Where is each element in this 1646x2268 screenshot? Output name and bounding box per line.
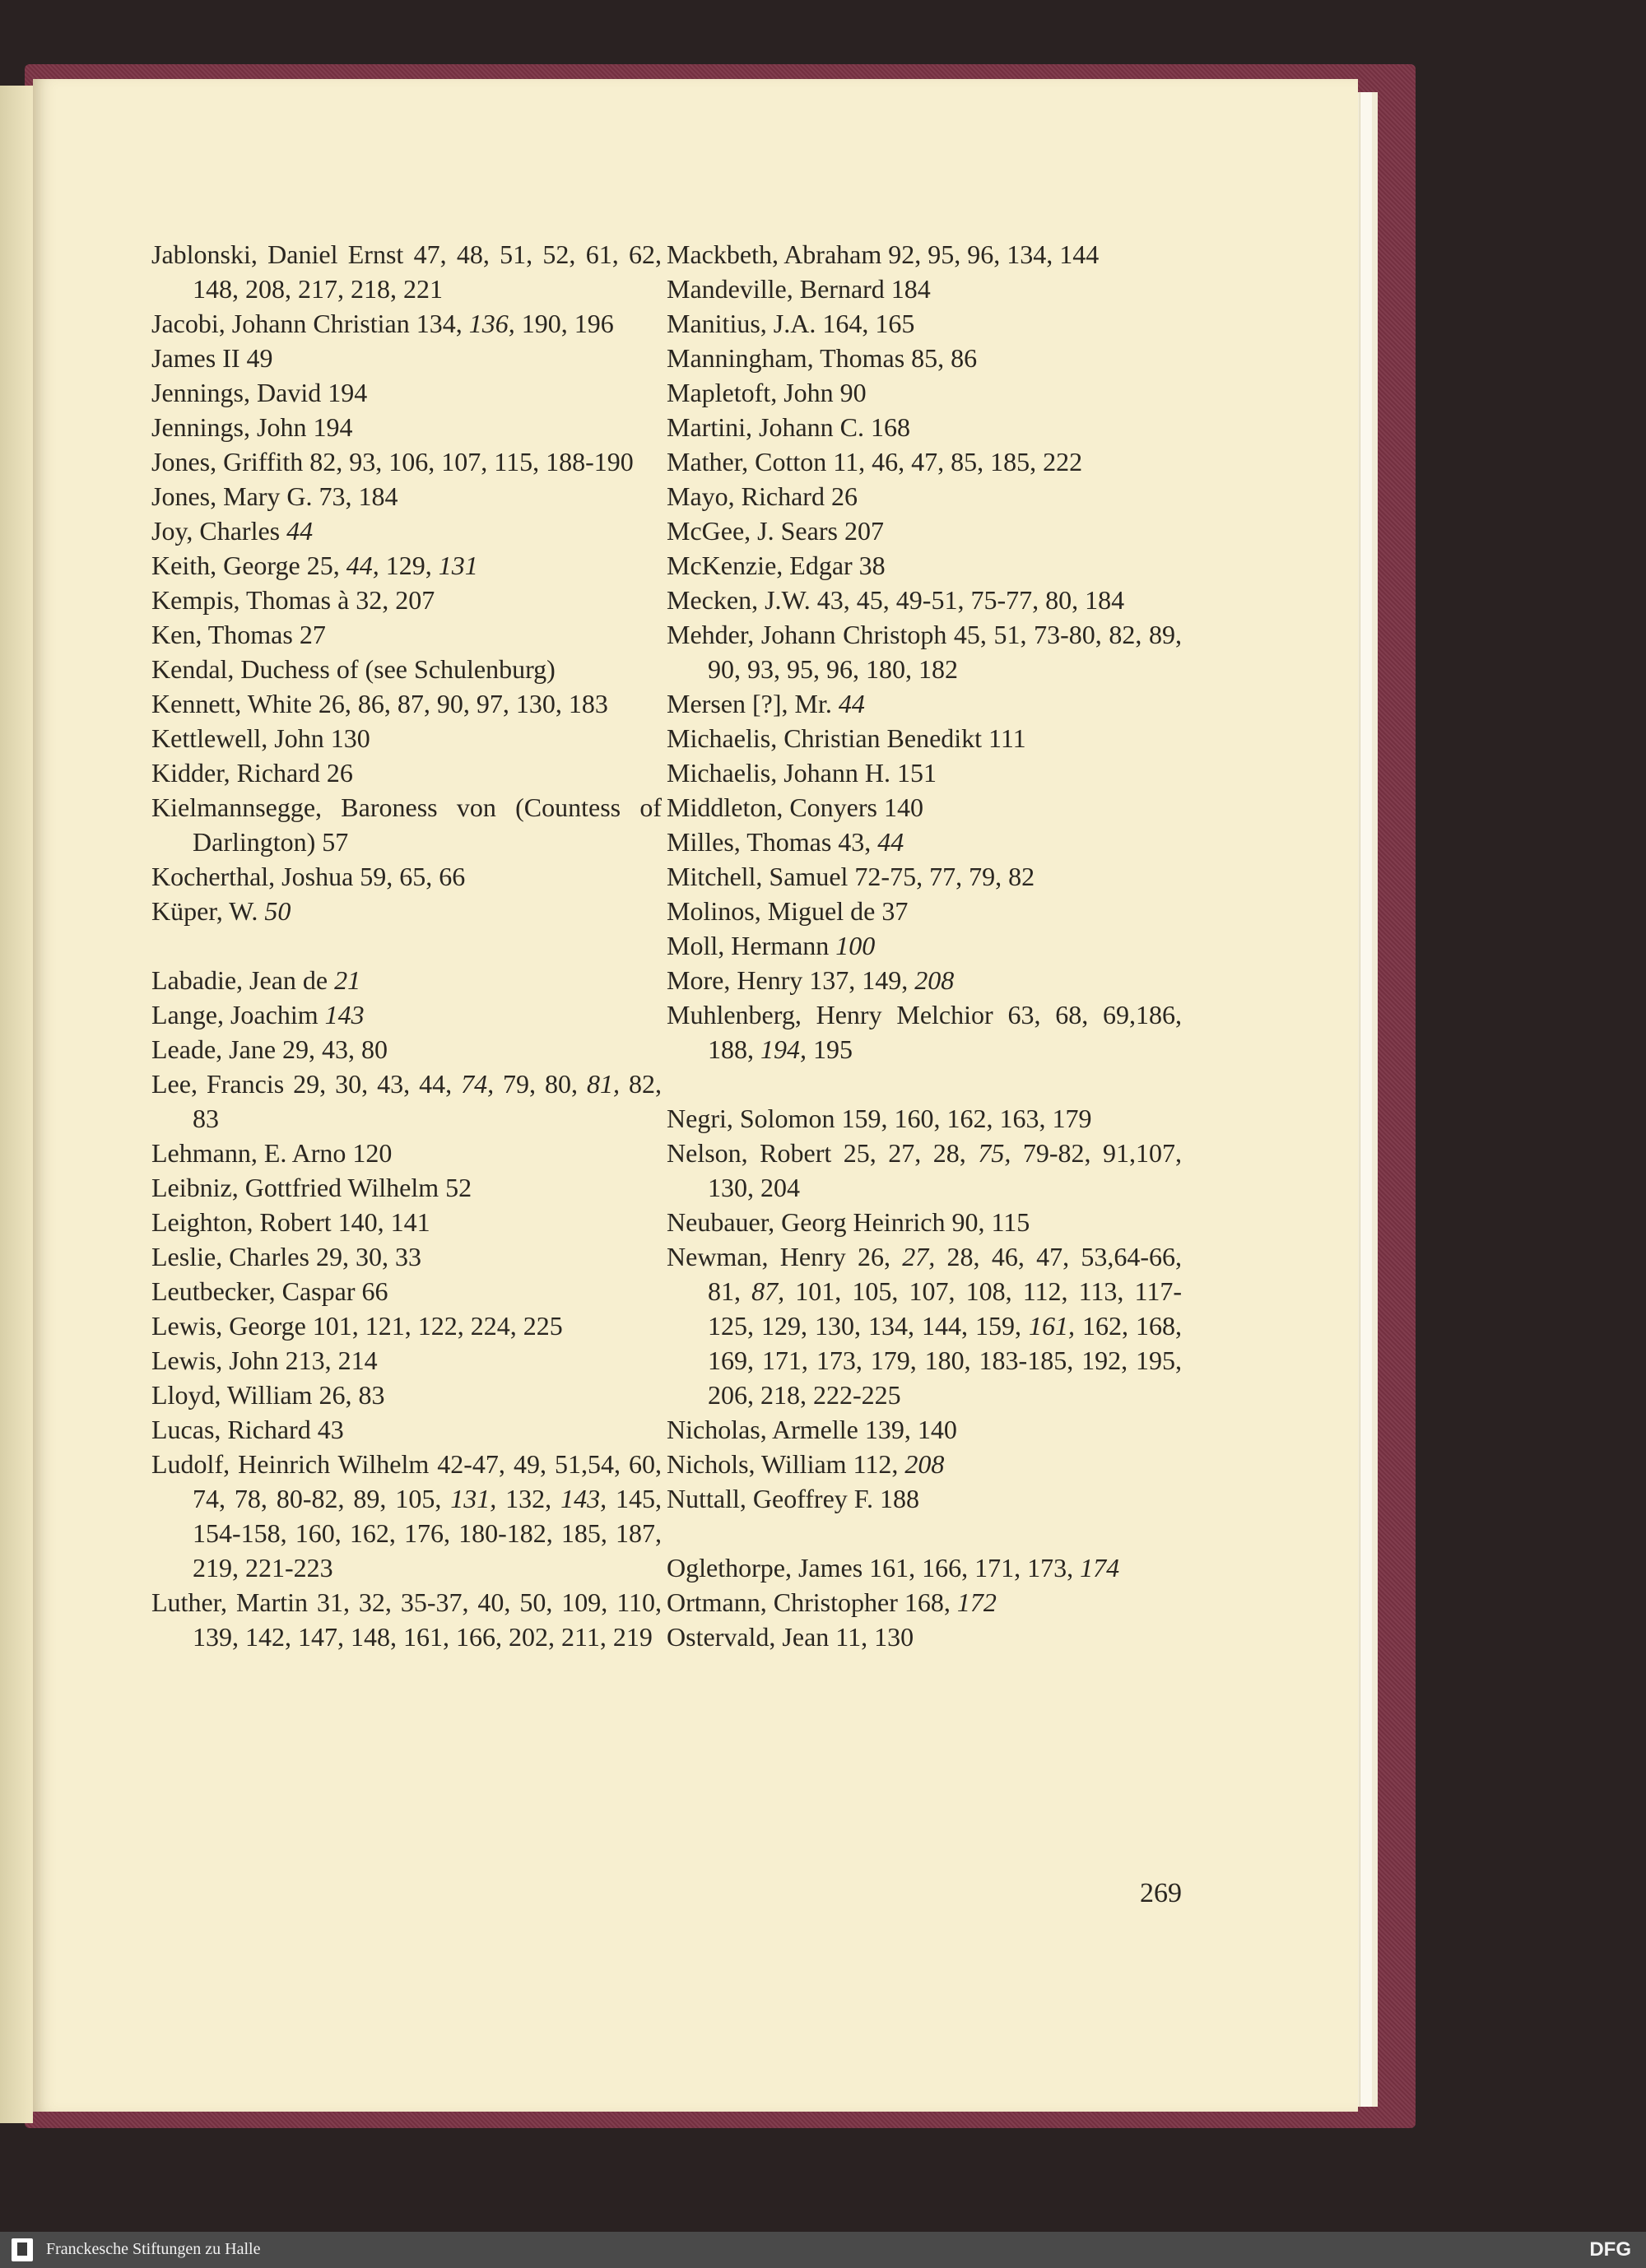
index-entry-text: Michaelis, Johann H. 151 [667, 758, 937, 788]
index-entry-text: 101, 105, 107, 108, 112, 113, 117-125, 129, 130, 134, 144, 159, [708, 1276, 1183, 1341]
index-entry-text: Mehder, Johann Christoph 45, 51, 73-80, 82, 89, 90, 93, 95, 96, 180, 182 [667, 620, 1182, 684]
index-entry [667, 997, 1182, 1067]
index-entry-italic-ref: 21 [334, 965, 361, 995]
index-entry [151, 514, 662, 548]
index-entry-italic-ref: 131 [438, 551, 478, 580]
index-entry-text: Mersen [?], Mr. [667, 689, 839, 718]
index-entry-text: Michaelis, Christian Benedikt 111 [667, 723, 1026, 753]
index-entry-text: Nicholas, Armelle 139, 140 [667, 1415, 957, 1444]
index-entry [667, 617, 1182, 686]
index-entry [151, 894, 662, 928]
index-entry-text: Oglethorpe, James 161, 166, 171, 173, [667, 1553, 1081, 1582]
index-entry-text: Lewis, John 213, 214 [151, 1345, 378, 1375]
index-entry-text: Leighton, Robert 140, 141 [151, 1207, 430, 1237]
index-entry-italic-ref: 44 [286, 516, 314, 546]
index-entry-text: Kempis, Thomas à 32, 207 [151, 585, 435, 615]
index-entry-text: Lloyd, William 26, 83 [151, 1380, 385, 1410]
index-entry-italic-ref: 87, [751, 1276, 785, 1306]
index-entry-italic-ref: 174 [1080, 1553, 1120, 1582]
index-entry [667, 237, 1182, 272]
index-entry-text: Manningham, Thomas 85, 86 [667, 343, 978, 373]
index-entry [151, 548, 662, 583]
index-entry [667, 963, 1182, 997]
index-entry [667, 548, 1182, 583]
index-entry [667, 894, 1182, 928]
index-entry [667, 1481, 1182, 1516]
index-entry [151, 1274, 662, 1308]
index-entry-text: Leutbecker, Caspar 66 [151, 1276, 388, 1306]
index-entry [667, 479, 1182, 514]
index-entry [151, 479, 662, 514]
index-entry-italic-ref: 44, [346, 551, 379, 580]
index-entry [667, 686, 1182, 721]
index-entry-text: Manitius, J.A. 164, 165 [667, 309, 915, 338]
index-entry [151, 1205, 662, 1239]
index-entry [667, 790, 1182, 825]
index-entry-text: Leade, Jane 29, 43, 80 [151, 1034, 388, 1064]
letter-group-gap [667, 1067, 1182, 1101]
index-entry-text: McKenzie, Edgar 38 [667, 551, 886, 580]
index-entry-text: Nelson, Robert 25, 27, 28, [667, 1138, 979, 1168]
index-entry [667, 306, 1182, 341]
index-entry [151, 1170, 662, 1205]
index-entry-italic-ref: 143 [324, 1000, 365, 1029]
index-entry-italic-ref: 100 [835, 931, 876, 960]
index-entry-text: Ken, Thomas 27 [151, 620, 326, 649]
index-entry-text: 79, 80, [494, 1069, 588, 1099]
index-entry-text: Mackbeth, Abraham 92, 95, 96, 134, 144 [667, 239, 1100, 269]
institution-name: Franckesche Stiftungen zu Halle [46, 2240, 261, 2258]
viewer-footer [0, 2232, 1646, 2268]
index-entry-text: Kettlewell, John 130 [151, 723, 370, 753]
index-entry-text: Jones, Griffith 82, 93, 106, 107, 115, 188-190 [151, 447, 634, 476]
index-entry-text: Molinos, Miguel de 37 [667, 896, 909, 926]
index-entry-text: Keith, George 25, [151, 551, 346, 580]
index-entry-text: Kennett, White 26, 86, 87, 90, 97, 130, 183 [151, 689, 608, 718]
index-entry-text: Nichols, William 112, [667, 1449, 905, 1479]
page-stack-edge-inner [1360, 92, 1372, 2107]
index-entry [667, 1412, 1182, 1447]
index-entry-italic-ref: 27, [902, 1242, 936, 1271]
index-entry [151, 1136, 662, 1170]
index-entry-text: Moll, Hermann [667, 931, 836, 960]
index-entry-text: Nuttall, Geoffrey F. 188 [667, 1484, 920, 1513]
index-entry-text: Mecken, J.W. 43, 45, 49-51, 75-77, 80, 184 [667, 585, 1125, 615]
index-entry [667, 341, 1182, 375]
index-entry-text: 79-82, 91,107, 130, 204 [708, 1138, 1183, 1202]
index-entry [667, 1239, 1182, 1412]
index-entry-text: Labadie, Jean de [151, 965, 335, 995]
index-entry [151, 1239, 662, 1274]
index-entry-text: Kocherthal, Joshua 59, 65, 66 [151, 862, 466, 891]
index-entry [667, 928, 1182, 963]
index-entry-text: Mather, Cotton 11, 46, 47, 85, 185, 222 [667, 447, 1083, 476]
index-entry [151, 1067, 662, 1136]
index-entry-text: Martini, Johann C. 168 [667, 412, 910, 442]
index-entry-text: 190, 196 [514, 309, 614, 338]
index-entry-text: Mitchell, Samuel 72-75, 77, 79, 82 [667, 862, 1035, 891]
index-entry [151, 237, 662, 306]
index-entry [667, 1136, 1182, 1205]
index-entry-italic-ref: 74, [461, 1069, 495, 1099]
index-entry-text: Lange, Joachim [151, 1000, 325, 1029]
index-entry [667, 1585, 1182, 1620]
index-entry [667, 272, 1182, 306]
index-entry-text: McGee, J. Sears 207 [667, 516, 884, 546]
francke-logo-icon [12, 2238, 33, 2261]
index-entry [151, 583, 662, 617]
index-entry-text: Mayo, Richard 26 [667, 481, 858, 511]
index-entry-text: Kendal, Duchess of (see Schulenburg) [151, 654, 556, 684]
index-entry-text: 195 [807, 1034, 853, 1064]
index-entry-italic-ref: 143, [560, 1484, 607, 1513]
index-entry-text: Milles, Thomas 43, [667, 827, 878, 857]
index-entry-italic-ref: 131, [450, 1484, 497, 1513]
index-entry [667, 1205, 1182, 1239]
index-entry-italic-ref: 50 [264, 896, 291, 926]
index-entry [667, 583, 1182, 617]
index-entry-text: Neubauer, Georg Heinrich 90, 115 [667, 1207, 1030, 1237]
index-entry-italic-ref: 75, [978, 1138, 1011, 1168]
index-entry-text: Muhlenberg, Henry Melchior 63, 68, 69,186, 188, [667, 1000, 1182, 1064]
index-entry-text: More, Henry 137, 149, [667, 965, 915, 995]
index-entry-text: Jablonski, Daniel Ernst 47, 48, 51, 52, 61, 62, 148, 208, 217, 218, 221 [151, 239, 662, 304]
index-column-right [667, 237, 1182, 1654]
index-entry [667, 721, 1182, 755]
index-entry-italic-ref: 81, [587, 1069, 621, 1099]
left-page-edge [0, 86, 33, 2123]
index-entry-text: 28, 46, 47, 53,64-66, 81, [708, 1242, 1182, 1306]
index-entry-text: Jacobi, Johann Christian 134, [151, 309, 469, 338]
index-entry [151, 1378, 662, 1412]
index-entry [151, 997, 662, 1032]
index-entry [667, 1101, 1182, 1136]
index-entry-italic-ref: 194, [760, 1034, 807, 1064]
index-entry [151, 444, 662, 479]
index-entry [151, 1308, 662, 1343]
index-entry [151, 790, 662, 859]
index-entry-italic-ref: 172 [956, 1587, 997, 1617]
index-column-left [151, 237, 662, 1654]
index-entry [151, 1447, 662, 1585]
index-entry-text: Jennings, David 194 [151, 378, 368, 407]
index-entry-text: Lucas, Richard 43 [151, 1415, 344, 1444]
index-entry [151, 306, 662, 341]
index-entry-italic-ref: 136, [468, 309, 515, 338]
index-entry-text: Jones, Mary G. 73, 184 [151, 481, 398, 511]
index-entry-text: Luther, Martin 31, 32, 35-37, 40, 50, 109, 110, 139, 142, 147, 148, 161, 166, 202, 211, 219 [151, 1587, 662, 1652]
index-entry-text: Ludolf, Heinrich Wilhelm 42-47, 49, 51,54, 60, 74, 78, 80-82, 89, 105, [151, 1449, 662, 1513]
index-entry-text: 129, [379, 551, 439, 580]
index-entry [151, 410, 662, 444]
index-entry-text: Leslie, Charles 29, 30, 33 [151, 1242, 421, 1271]
index-page [33, 79, 1358, 2112]
index-entry [151, 721, 662, 755]
index-entry [151, 652, 662, 686]
index-entry [151, 1032, 662, 1067]
index-entry-text: Ortmann, Christopher 168, [667, 1587, 957, 1617]
index-entry [667, 825, 1182, 859]
index-entry-text: 82, 83 [193, 1069, 662, 1133]
letter-group-gap [151, 928, 662, 963]
index-entry [667, 1447, 1182, 1481]
index-entry [151, 617, 662, 652]
index-entry [151, 1585, 662, 1654]
index-entry-text: Kidder, Richard 26 [151, 758, 353, 788]
index-entry [151, 963, 662, 997]
index-entry-text: Mapletoft, John 90 [667, 378, 867, 407]
index-entry-text: Lehmann, E. Arno 120 [151, 1138, 393, 1168]
index-entry-text: Middleton, Conyers 140 [667, 792, 923, 822]
index-entry [667, 444, 1182, 479]
index-entry-italic-ref: 161, [1029, 1311, 1075, 1341]
index-entry-text: Jennings, John 194 [151, 412, 353, 442]
index-entry-text: 162, 168, 169, 171, 173, 179, 180, 183-185, 192, 195, 206, 218, 222-225 [708, 1311, 1182, 1410]
index-entry [151, 375, 662, 410]
index-entry [667, 755, 1182, 790]
index-entry [667, 859, 1182, 894]
index-entry-text: Leibniz, Gottfried Wilhelm 52 [151, 1173, 472, 1202]
index-entry-italic-ref: 208 [914, 965, 955, 995]
index-entry [667, 1550, 1182, 1585]
index-entry-italic-ref: 208 [904, 1449, 945, 1479]
index-entry-text: Ostervald, Jean 11, 130 [667, 1622, 914, 1652]
index-entry-text: Kielmannsegge, Baroness von (Countess of Darlington) 57 [151, 792, 662, 857]
index-entry-text: Lee, Francis 29, 30, 43, 44, [151, 1069, 462, 1099]
index-entry [667, 410, 1182, 444]
index-entry-text: Küper, W. [151, 896, 265, 926]
index-entry [667, 375, 1182, 410]
index-entry-text: 132, [496, 1484, 561, 1513]
index-entry-text: Joy, Charles [151, 516, 287, 546]
index-entry [151, 1412, 662, 1447]
index-entry-text: Lewis, George 101, 121, 122, 224, 225 [151, 1311, 563, 1341]
index-entry [151, 755, 662, 790]
page-number: 269 [1140, 1878, 1182, 1908]
dfg-logo: DFG [1589, 2238, 1631, 2261]
letter-group-gap [667, 1516, 1182, 1550]
index-entry [151, 1343, 662, 1378]
index-entry-text: Negri, Solomon 159, 160, 162, 163, 179 [667, 1104, 1092, 1133]
index-entry-text: Newman, Henry 26, [667, 1242, 903, 1271]
index-entry-italic-ref: 44 [877, 827, 904, 857]
index-entry-italic-ref: 44 [838, 689, 865, 718]
index-entry [151, 686, 662, 721]
index-entry [667, 514, 1182, 548]
index-entry [151, 341, 662, 375]
index-entry-text: James II 49 [151, 343, 273, 373]
index-entry [151, 859, 662, 894]
index-entry [667, 1620, 1182, 1654]
index-entry-text: Mandeville, Bernard 184 [667, 274, 931, 304]
index-entry-text: 145, 154-158, 160, 162, 176, 180-182, 185, 187, 219, 221-223 [193, 1484, 663, 1582]
